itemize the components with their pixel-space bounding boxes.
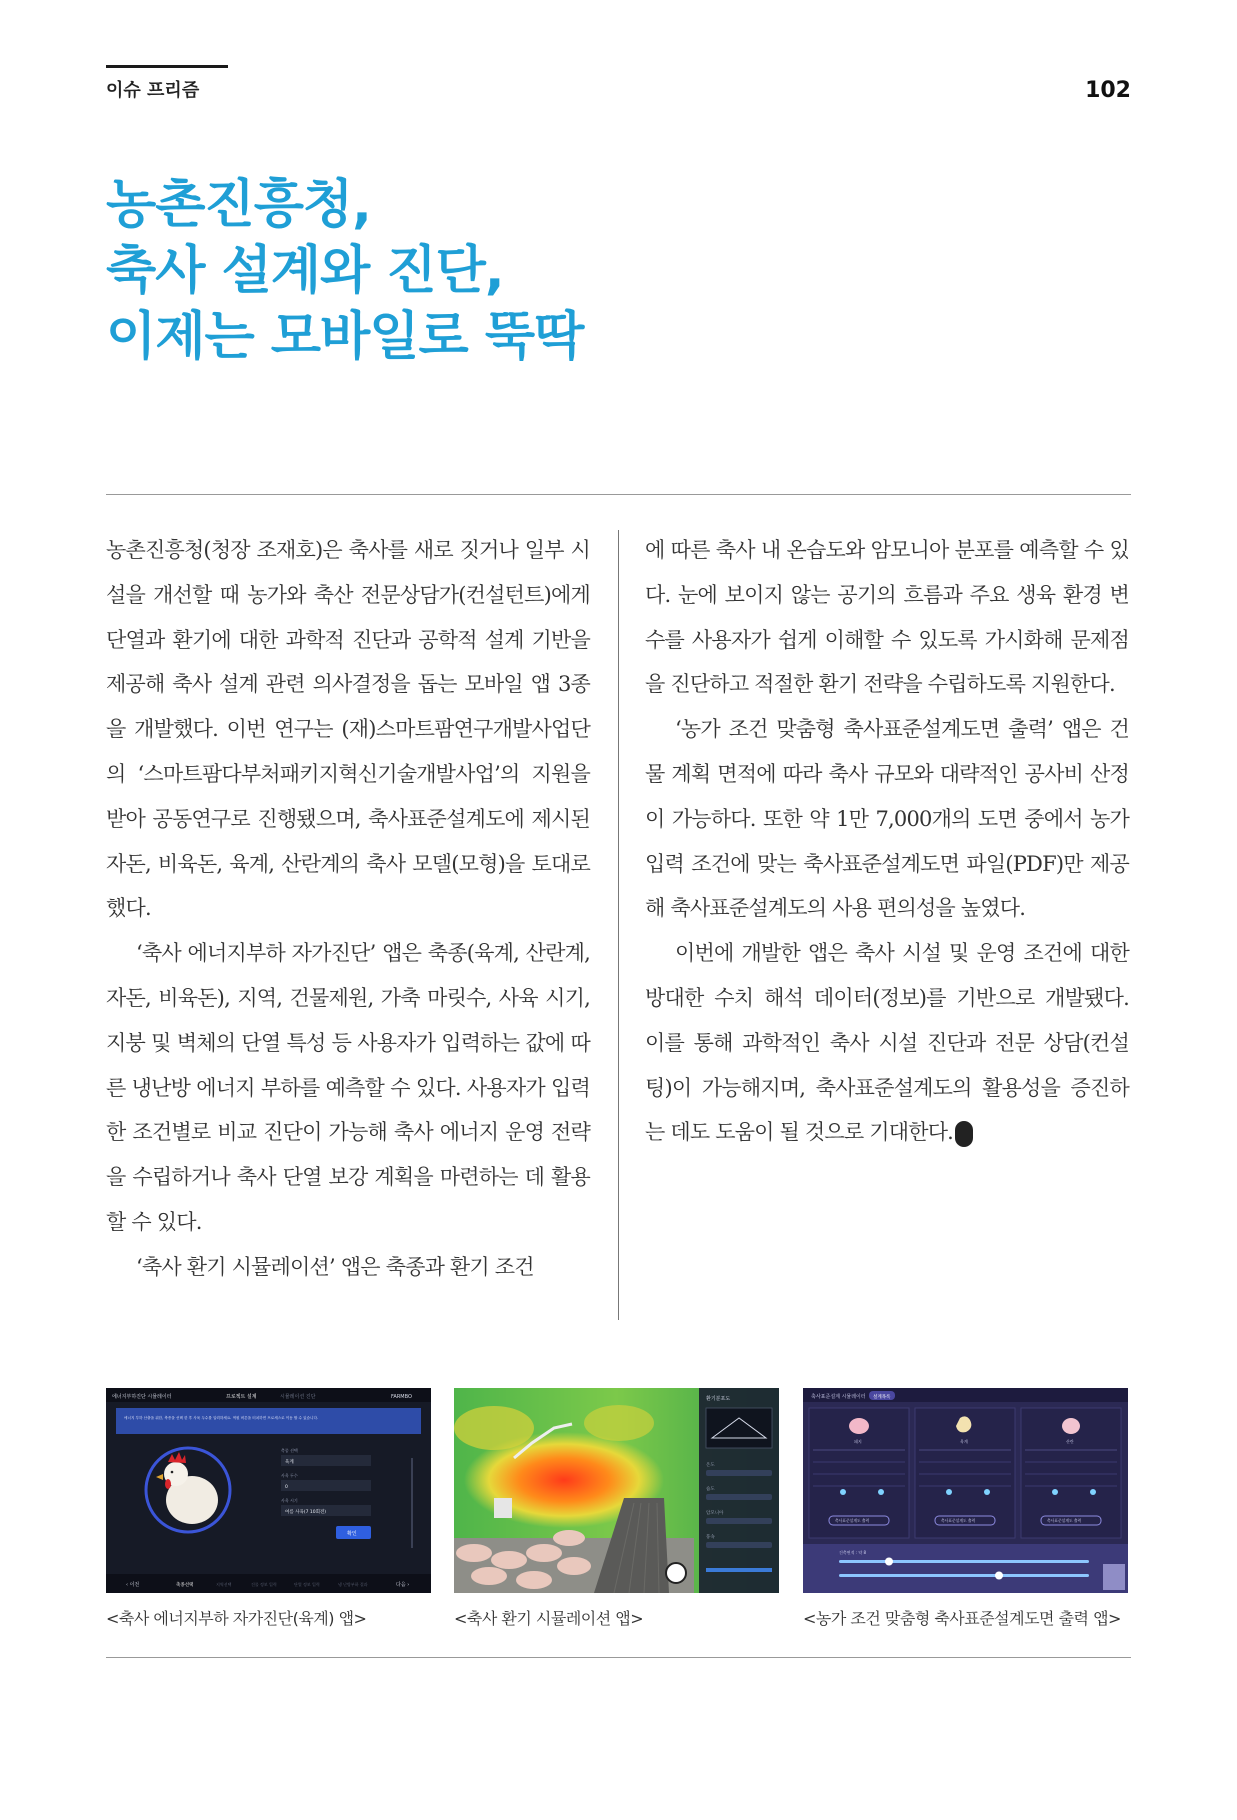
title-line: 축사 설계와 진단,	[106, 241, 504, 301]
print-design-label: 축사표준설계도 출력	[835, 1518, 870, 1523]
paragraph: 에 따른 축사 내 온습도와 암모니아 분포를 예측할 수 있다. 눈에 보이지 않는 공기의 흐름과 주요 생육 환경 변수를 사용자가 쉽게 이해할 수 있도록 가시화해 문제점을 진단하고 적절한 환기 전략을 수립하도록 지원한다.	[645, 538, 1129, 697]
body-column-left	[106, 528, 590, 1290]
egg-icon	[1062, 1418, 1080, 1434]
panel-title: 환기분포도	[706, 1396, 731, 1402]
app-logo: FARMBO	[391, 1394, 412, 1400]
figure-caption: <축사 환기 시뮬레이션 앱>	[454, 1609, 644, 1628]
app-screenshot-design-output	[803, 1388, 1128, 1593]
paragraph: 이번에 개발한 앱은 축사 시설 및 운영 조건에 대한 방대한 수치 해석 데이터(정보)를 기반으로 개발됐다. 이를 통해 과학적인 축사 시설 진단과 전문 상담(컨설팅)이 가능해지며, 축사표준설계도의 활용성을 증진하는 데도 도움이 될 것으로 기대한다.	[645, 941, 1129, 1145]
header-rule	[106, 65, 228, 68]
selection-dot[interactable]	[1090, 1489, 1096, 1495]
headcount-input[interactable]	[281, 1480, 371, 1491]
notice-text: 에너지 부하 산출을 위한, 축종을 선택 한 후 사육 두수를 입력하세요. 역원 버튼을 터치하면 프로세스로 이동 할 수 있습니다.	[124, 1416, 319, 1420]
slider-handle[interactable]	[995, 1572, 1003, 1580]
print-design-label: 축사표준설계도 출력	[1047, 1518, 1082, 1523]
end-mark-icon: 끝	[955, 1121, 973, 1147]
figure-caption: <축사 에너지부하 자가진단(육계) 앱>	[106, 1609, 367, 1628]
slider-handle[interactable]	[885, 1558, 893, 1566]
notice-banner	[116, 1408, 421, 1434]
body-column-right	[645, 528, 1129, 1155]
confirm-label: 확인	[347, 1531, 357, 1537]
app-brand: 에너지부하진단 시뮬레이터	[112, 1394, 172, 1400]
article-title	[106, 172, 1136, 370]
tab-simulation: 시뮬레이션 진단	[280, 1394, 316, 1400]
parameter-control[interactable]	[706, 1542, 772, 1548]
parameter-control[interactable]	[706, 1470, 772, 1476]
field-label: 사육 시기	[281, 1498, 298, 1503]
barn-diagram	[706, 1408, 772, 1448]
parameter-label: 풍속	[706, 1535, 715, 1540]
parameter-label: 습도	[706, 1487, 715, 1492]
area-slider[interactable]	[839, 1560, 1089, 1563]
selection-dot[interactable]	[1052, 1489, 1058, 1495]
paragraph: 농촌진흥청(청장 조재호)은 축사를 새로 짓거나 일부 시설을 개선할 때 농가와 축산 전문상담가(컨설턴트)에게 단열과 환기에 대한 과학적 진단과 공학적 설계 기반을 제공해 축사 설계 관련 의사결정을 돕는 모바일 앱 3종을 개발했다. 이번 연구는 (재)스마트팜연구개발사업단의 ‘스마트팜다부처패키지혁신기술개발사업’의 지원을 받아 공동연구로 진행됐으며, 축사표준설계도에 제시된 자돈, 비육돈, 육계, 산란계의 축사 모델(모형)을 토대로 했다.	[106, 538, 590, 921]
column-divider	[618, 530, 619, 1320]
prev-button[interactable]: ‹ 이전	[126, 1582, 140, 1588]
parameter-label: 암모니아	[706, 1511, 724, 1516]
card-title: 산란	[1066, 1439, 1074, 1444]
next-button[interactable]: 다음 ›	[396, 1582, 410, 1588]
color-scale	[706, 1568, 772, 1572]
parameter-control[interactable]	[706, 1494, 772, 1500]
figure-caption: <농가 조건 맞춤형 축사표준설계도면 출력 앱>	[803, 1609, 1121, 1628]
selection-dot[interactable]	[946, 1489, 952, 1495]
app-header: 축사표준설계 시뮬레이터	[811, 1394, 866, 1400]
camera-button[interactable]	[666, 1563, 686, 1583]
species-input[interactable]	[281, 1455, 371, 1466]
field-label: 축종 선택	[281, 1448, 298, 1453]
app-screenshot-energy-load	[106, 1388, 431, 1593]
step-insulation[interactable]: 단열 정보 입력	[294, 1582, 320, 1587]
cost-slider[interactable]	[839, 1574, 1089, 1577]
step-species[interactable]: 축종선택	[176, 1583, 194, 1588]
field-value: 여름 사육(7 10회전)	[285, 1510, 327, 1515]
tab-project: 프로젝트 설계	[226, 1394, 257, 1400]
paragraph: ‘축사 에너지부하 자가진단’ 앱은 축종(육계, 산란계, 자돈, 비육돈), 지역, 건물제원, 가축 마릿수, 사육 시기, 지붕 및 벽체의 단열 특성 등 사용자가 입력하는 값에 따른 냉난방 에너지 부하를 예측할 수 있다. 사용자가 입력한 조건별로 비교 진단이 가능해 축사 에너지 운영 전략을 수립하거나 축사 단열 보강 계획을 마련하는 데 활용할 수 있다.	[106, 941, 590, 1234]
bottom-divider	[106, 1657, 1131, 1658]
parameter-label: 온도	[706, 1463, 715, 1468]
section-label: 이슈 프리즘	[106, 80, 200, 101]
print-design-label: 축사표준설계도 출력	[941, 1518, 976, 1523]
title-line: 농촌진흥청,	[106, 175, 371, 235]
step-building[interactable]: 건물 정보 입력	[251, 1582, 277, 1587]
feeder	[494, 1498, 512, 1518]
selection-dot[interactable]	[840, 1489, 846, 1495]
field-label: 사육 두수	[281, 1473, 298, 1478]
paragraph: ‘축사 환기 시뮬레이션’ 앱은 축종과 환기 조건	[136, 1254, 534, 1279]
app-screenshot-ventilation	[454, 1388, 779, 1593]
card-title: 돼지	[854, 1439, 862, 1444]
scrollbar[interactable]	[411, 1458, 413, 1548]
field-value: 0	[285, 1485, 288, 1490]
pig-icon	[849, 1418, 869, 1434]
paragraph: ‘농가 조건 맞춤형 축사표준설계도면 출력’ 앱은 건물 계획 면적에 따라 축사 규모와 대략적인 공사비 산정이 가능하다. 또한 약 1만 7,000개의 도면 중에서 농가 입력 조건에 맞는 축사표준설계도면 파일(PDF)만 제공해 축사표준설계도의 사용 편의성을 높였다.	[645, 717, 1129, 921]
area-label: 건축면적 : 약 8	[839, 1550, 867, 1555]
page-number: 102	[1085, 78, 1131, 103]
side-button[interactable]	[1103, 1564, 1125, 1590]
step-result[interactable]: 냉 난방부하 결과	[338, 1582, 368, 1587]
card-title: 육계	[960, 1439, 968, 1444]
parameter-control[interactable]	[706, 1518, 772, 1524]
selection-dot[interactable]	[878, 1489, 884, 1495]
title-line: 이제는 모바일로 뚝딱	[106, 307, 584, 367]
field-value: 육계	[285, 1460, 294, 1465]
title-divider	[106, 494, 1131, 495]
step-region[interactable]: 지역선택	[216, 1582, 232, 1587]
selection-dot[interactable]	[984, 1489, 990, 1495]
tab-design-list[interactable]: 설계목록	[873, 1395, 891, 1400]
